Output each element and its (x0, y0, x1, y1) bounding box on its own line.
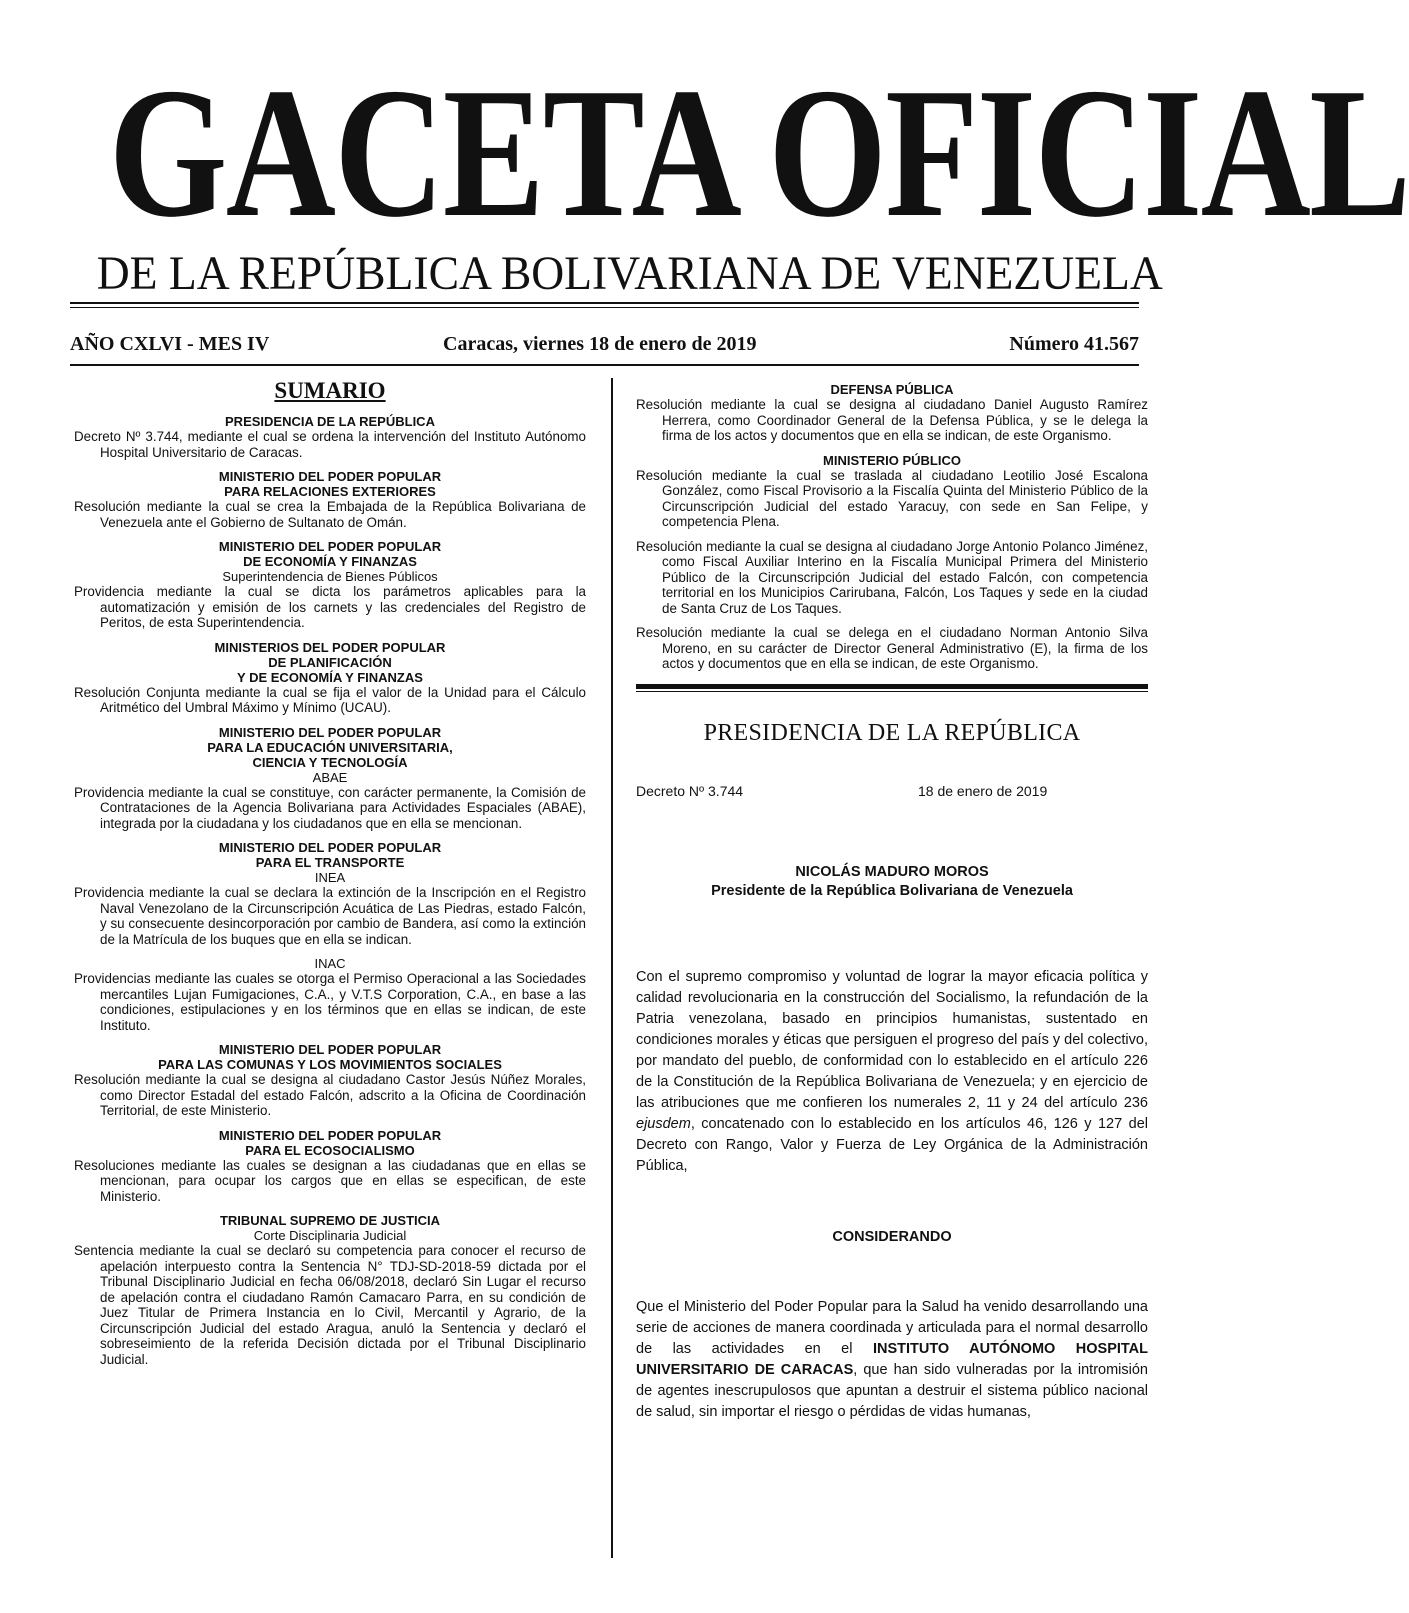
sumario-section (74, 640, 586, 716)
presidency-section-title: PRESIDENCIA DE LA REPÚBLICA (703, 719, 1081, 746)
considerando-text-1: Que el Ministerio del Poder Popular para la Salud ha venido desarrollando una serie de acciones de manera coordinada y articulada para el normal desarrollo de las actividades en el (636, 1298, 1148, 1357)
considerando-text-2: , que han sido vulneradas por la intromisión de agentes inescrupulosos que apuntan a destruir el sistema público nacional de salud, sin importar el riesgo o pérdidas de vidas humanas, (636, 1361, 1148, 1420)
sumario-entry: Sentencia mediante la cual se declaró su competencia para conocer el recurso de apelación interpuesto contra la Sentencia N° TDJ-SD-2018-59 dictada por el Tribunal Disciplinario Judicial en fecha 06/08/2018, declaró Sin Lugar el recurso de apelación contra el ciudadano Ramón Camacaro Parra, en su condición de Juez Titular de Primera Instancia en lo Civil, Mercantil y Agrario, de la Circunscripción Judicial del estado Aragua, anuló la Sentencia y declaró el sobreseimiento de la referida Decisión dictada por el Tribunal Disciplinario Judicial. (74, 1243, 586, 1367)
sumario-entry: Resolución mediante la cual se crea la Embajada de la República Bolivariana de Venezuela ante el Gobierno de Sultanato de Omán. (74, 499, 586, 530)
sumario-entry: Resolución mediante la cual se delega en el ciudadano Norman Antonio Silva Moreno, en su carácter de Director General Administrativo (E), la firma de los actos y documentos que en ella se indican, de este Organismo. (636, 625, 1148, 671)
sumario-entry: Providencia mediante la cual se declara la extinción de la Inscripción en el Registro Naval Venezolano de la Circunscripción Acuática de Las Piedras, estado Falcón, y su consecuente desincorporación por cambio de Bandera, así como la extinción de la Matrícula de los buques que en ella se indican. (74, 885, 586, 947)
sumario-right-sections (636, 382, 1148, 672)
sumario-entry: Providencias mediante las cuales se otorga el Permiso Operacional a las Sociedades mercantiles Lujan Fumigaciones, C.A., y V.T.S Corporation, C.A., en base a las condiciones, estipulaciones y en los términos que en ellas se indican, de este Instituto. (74, 971, 586, 1033)
issue-date: Caracas, viernes 18 de enero de 2019 (443, 333, 757, 355)
gazette-masthead-subtitle: DE LA REPÚBLICA BOLIVARIANA DE VENEZUELA (96, 247, 1163, 300)
sumario-entry: Providencia mediante la cual se dicta los parámetros aplicables para la automatización y emisión de los carnets y las credenciales del Registro de Peritos, de esta Superintendencia. (74, 584, 586, 630)
considerando-paragraph (636, 1297, 1148, 1423)
sumario-section-heading: PARA RELACIONES EXTERIORES (224, 484, 436, 499)
sumario-entry: Resoluciones mediante las cuales se designan a las ciudadanas que en ellas se mencionan, para ocupar los cargos que en ellas se especifican, de este Ministerio. (74, 1157, 586, 1204)
decree-number: Decreto Nº 3.744 (636, 782, 744, 799)
sumario-section-heading: PARA EL TRANSPORTE (255, 855, 405, 870)
sumario-section-heading: TRIBUNAL SUPREMO DE JUSTICIA (219, 1213, 441, 1228)
decree-preamble (636, 967, 1148, 1177)
sumario-section-heading: MINISTERIO DEL PODER POPULAR (218, 469, 442, 484)
sumario-section (74, 1128, 586, 1205)
sumario-section-heading: MINISTERIOS DEL PODER POPULAR (214, 639, 446, 655)
sumario-entry: Resolución mediante la cual se designa al ciudadano Daniel Augusto Ramírez Herrera, como Coordinador General de la Defensa Pública, y se le delega la firma de los actos y documentos que en ella se indican, de este Organismo. (636, 397, 1148, 443)
sumario-subheading: Corte Disciplinaria Judicial (253, 1228, 407, 1243)
sumario-section-heading: MINISTERIO DEL PODER POPULAR (218, 724, 442, 740)
sumario-section (636, 382, 1148, 444)
column-separator (611, 378, 613, 1558)
decree-date: 18 de enero de 2019 (918, 782, 1048, 799)
considerando-heading: CONSIDERANDO (832, 1228, 952, 1245)
header-rule-top-thin (70, 307, 1139, 308)
sumario-section-heading: Y DE ECONOMÍA Y FINANZAS (237, 669, 423, 685)
sumario-entry: Resolución mediante la cual se traslada al ciudadano Leotilio José Escalona González, como Fiscal Provisorio a la Fiscalía Quinta del Ministerio Público de la Circunscripción Judicial del estado Yaracuy, con sede en San Felipe, y competencia Plena. (636, 467, 1148, 529)
sumario-entry: Resolución mediante la cual se designa al ciudadano Castor Jesús Núñez Morales, como Director Estadal del estado Falcón, adscrito a la Oficina de Coordinación Territorial, de este Ministerio. (74, 1072, 586, 1118)
sumario-section (74, 1042, 586, 1119)
considerando-bold: INSTITUTO AUTÓNOMO HOSPITAL UNIVERSITARIO DE CARACAS (636, 1340, 1148, 1378)
header-rule-bottom (70, 364, 1139, 366)
sumario-section (74, 840, 586, 1033)
sumario-subheading: INAC (314, 956, 346, 971)
sumario-section (636, 453, 1148, 672)
preamble-italic: ejusdem (636, 1115, 691, 1132)
sumario-section (74, 414, 586, 460)
issue-year-month: AÑO CXLVI - MES IV (70, 333, 270, 355)
sumario-title: SUMARIO (274, 378, 386, 403)
sumario-entry: Resolución Conjunta mediante la cual se fija el valor de la Unidad para el Cálculo Aritmético del Umbral Máximo y Mínimo (UCAU). (74, 684, 586, 715)
sumario-entry: Decreto Nº 3.744, mediante el cual se ordena la intervención del Instituto Autónomo Hospital Universitario de Caracas. (74, 429, 586, 460)
section-divider-thick (636, 684, 1148, 689)
sumario-section-heading: MINISTERIO DEL PODER POPULAR (218, 539, 442, 554)
sumario-section-heading: PARA LA EDUCACIÓN UNIVERSITARIA, (207, 739, 453, 755)
sumario-subheading: INEA (314, 870, 346, 885)
signer-name: NICOLÁS MADURO MOROS (795, 863, 989, 880)
sumario-section-heading: MINISTERIO DEL PODER POPULAR (218, 840, 442, 855)
preamble-text-1: Con el supremo compromiso y voluntad de lograr la mayor eficacia política y calidad revolucionaria en la construcción del Socialismo, la refundación de la Patria venezolana, basado en principios humanistas, sustentado en condiciones morales y éticas que persiguen el progreso del país y del colectivo, por mandato del pueblo, de conformidad con lo establecido en el artículo 226 de la Constitución de la República Bolivariana de Venezuela; y en ejercicio de las atribuciones que me confieren los numerales 2, 11 y 24 del artículo 236 (636, 968, 1148, 1111)
sumario-entry: Resolución mediante la cual se designa al ciudadano Jorge Antonio Polanco Jiménez, como Fiscal Auxiliar Interino en la Fiscalía Municipal Primera del Ministerio Público de la Circunscripción Judicial del estado Falcón, con competencia territorial en los Municipios Carirubana, Falcón, Los Taques y sede en la ciudad de Santa Cruz de Los Taques. (636, 538, 1148, 616)
header-rule-top (70, 302, 1139, 304)
sumario-section-heading: DE PLANIFICACIÓN (268, 654, 392, 670)
sumario-subheading: Superintendencia de Bienes Públicos (222, 569, 438, 584)
sumario-section (74, 539, 586, 631)
issue-info-line (70, 333, 1139, 357)
sumario-spacer (74, 947, 586, 956)
sumario-subheading: ABAE (312, 769, 348, 785)
decree-number-date-row (636, 783, 1148, 803)
sumario-left-sections (74, 414, 586, 1367)
sumario-section-heading: MINISTERIO PÚBLICO (823, 452, 961, 468)
gazette-masthead-title: GACETA OFICIAL (108, 50, 1409, 256)
sumario-section-heading: CIENCIA Y TECNOLOGÍA (252, 754, 408, 770)
sumario-section-heading: PARA EL ECOSOCIALISMO (245, 1142, 415, 1158)
sumario-section-heading: MINISTERIO DEL PODER POPULAR (218, 1042, 442, 1057)
sumario-section-heading: DE ECONOMÍA Y FINANZAS (243, 554, 417, 569)
sumario-section-heading: DEFENSA PÚBLICA (830, 382, 954, 397)
sumario-section-heading: MINISTERIO DEL PODER POPULAR (218, 1127, 442, 1143)
right-column (636, 382, 1148, 1423)
preamble-text-2: , concatenado con lo establecido en los artículos 46, 126 y 127 del Decreto con Rango, Valor y Fuerza de Ley Orgánica de la Administración Pública, (636, 1115, 1148, 1174)
issue-number: Número 41.567 (1009, 333, 1139, 355)
sumario-section (74, 469, 586, 530)
sumario-section (74, 1213, 586, 1367)
signer-title: Presidente de la República Bolivariana de Venezuela (711, 882, 1073, 899)
sumario-section-heading: PARA LAS COMUNAS Y LOS MOVIMIENTOS SOCIALES (158, 1057, 502, 1072)
sumario-entry: Providencia mediante la cual se constituye, con carácter permanente, la Comisión de Contrataciones de la Agencia Bolivariana para Actividades Espaciales (ABAE), integrada por la ciudadana y los ciudadanos que en ella se mencionan. (74, 784, 586, 831)
section-divider-thin (636, 691, 1148, 692)
sumario-left-column (74, 378, 586, 1376)
sumario-section (74, 725, 586, 832)
sumario-section-heading: PRESIDENCIA DE LA REPÚBLICA (225, 414, 435, 429)
